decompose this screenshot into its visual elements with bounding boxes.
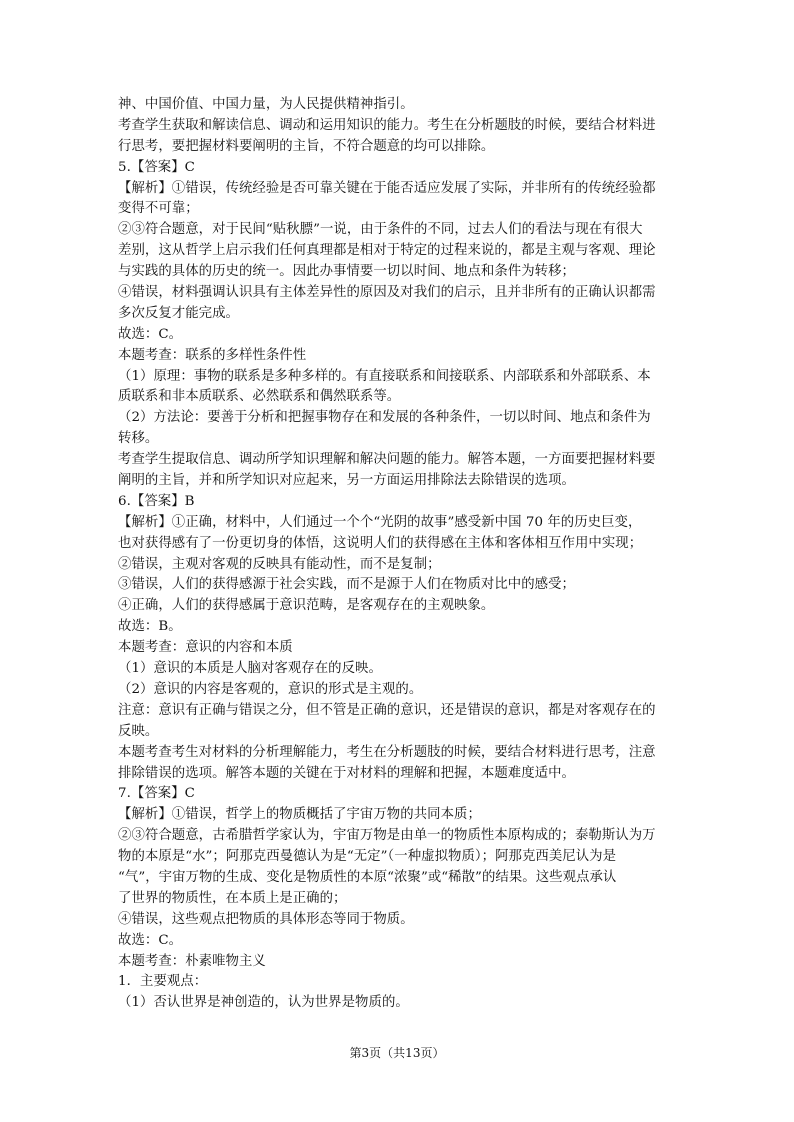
- text-line: （1）意识的本质是人脑对客观存在的反映。: [118, 661, 382, 677]
- text-line: ③错误，人们的获得感源于社会实践，而不是源于人们在物质对比中的感受；: [118, 577, 575, 593]
- text-line: 了世界的物质性，在本质上是正确的；: [118, 890, 347, 906]
- text-line: 1．主要观点：: [118, 974, 208, 990]
- text-line: ④错误，这些观点把物质的具体形态等同于物质。: [118, 911, 414, 927]
- text-line: “气”，宇宙万物的生成、变化是物质性的本原“浓聚”或“稀散”的结果。这些观点承认: [118, 869, 617, 885]
- text-line: 反映。: [118, 723, 159, 739]
- text-line: （1）原理：事物的联系是多种多样的。有直接联系和间接联系、内部联系和外部联系、本: [118, 368, 651, 384]
- text-line: 考查学生提取信息、调动所学知识理解和解决问题的能力。解答本题，一方面要把握材料要: [118, 452, 656, 468]
- text-line: ②③符合题意，古希腊哲学家认为，宇宙万物是由单一的物质性本原构成的；泰勒斯认为万: [118, 828, 656, 844]
- text-line: 变得不可靠；: [118, 201, 199, 217]
- text-line: 7.【答案】C: [118, 786, 195, 802]
- text-line: ②③符合题意，对于民间“贴秋膘”一说，由于条件的不同，过去人们的看法与现在有很大: [118, 222, 643, 238]
- text-line: 本题考查：意识的内容和本质: [118, 640, 293, 656]
- text-line: ②错误，主观对客观的反映具有能动性，而不是复制；: [118, 556, 441, 572]
- text-line: 也对获得感有了一份更切身的体悟，这说明人们的获得感在主体和客体相互作用中实现；: [118, 535, 643, 551]
- text-line: 物的本原是“水”；阿那克西曼德认为是“无定”（一种虚拟物质）；阿那克西美尼认为是: [118, 849, 617, 865]
- text-line: 阐明的主旨，并和所学知识对应起来，另一方面运用排除法去除错误的选项。: [118, 473, 575, 489]
- text-line: 6.【答案】B: [118, 493, 195, 509]
- text-line: （2）方法论：要善于分析和把握事物存在和发展的各种条件，一切以时间、地点和条件为: [118, 410, 651, 426]
- text-line: 5.【答案】C: [118, 159, 195, 175]
- text-line: ④正确，人们的获得感属于意识范畴，是客观存在的主观映象。: [118, 598, 495, 614]
- text-line: 【解析】①错误，传统经验是否可靠关键在于能否适应发展了实际，并非所有的传统经验都: [118, 180, 656, 196]
- text-line: 故选：C。: [118, 326, 183, 342]
- text-line: 【解析】①错误，哲学上的物质概括了宇宙万物的共同本质；: [118, 807, 481, 823]
- text-line: 差别，这从哲学上启示我们任何真理都是相对于特定的过程来说的，都是主观与客观、理论: [118, 243, 656, 259]
- text-line: 本题考查考生对材料的分析理解能力，考生在分析题肢的时候，要结合材料进行思考，注意: [118, 744, 656, 760]
- text-line: 本题考查：联系的多样性条件性: [118, 347, 307, 363]
- text-line: 转移。: [118, 431, 159, 447]
- text-line: （2）意识的内容是客观的，意识的形式是主观的。: [118, 681, 423, 697]
- text-line: （1）否认世界是神创造的，认为世界是物质的。: [118, 995, 409, 1011]
- text-line: 故选：B。: [118, 619, 182, 635]
- text-line: 本题考查：朴素唯物主义: [118, 953, 266, 969]
- page-footer: 第3页（共13页）: [349, 1046, 445, 1060]
- text-line: 注意：意识有正确与错误之分，但不管是正确的意识，还是错误的意识，都是对客观存在的: [118, 702, 656, 718]
- text-line: 质联系和非本质联系、必然联系和偶然联系等。: [118, 389, 401, 405]
- page-body: [118, 95, 678, 1014]
- text-line: 多次反复才能完成。: [118, 305, 239, 321]
- text-line: 考查学生获取和解读信息、调动和运用知识的能力。考生在分析题肢的时候，要结合材料进: [118, 117, 656, 133]
- text-line: 故选：C。: [118, 932, 183, 948]
- text-line: 与实践的具体的历史的统一。因此办事情要一切以时间、地点和条件为转移；: [118, 264, 575, 280]
- text-line: 行思考，要把握材料要阐明的主旨，不符合题意的均可以排除。: [118, 138, 495, 154]
- text-line: ④错误，材料强调认识具有主体差异性的原因及对我们的启示，且并非所有的正确认识都需: [118, 285, 656, 301]
- text-line: 【解析】①正确，材料中，人们通过一个个“光阴的故事”感受新中国 70 年的历史巨变，: [118, 514, 642, 530]
- text-line: 神、中国价值、中国力量，为人民提供精神指引。: [118, 97, 414, 112]
- text-line: 排除错误的选项。解答本题的关键在于对材料的理解和把握，本题难度适中。: [118, 765, 575, 781]
